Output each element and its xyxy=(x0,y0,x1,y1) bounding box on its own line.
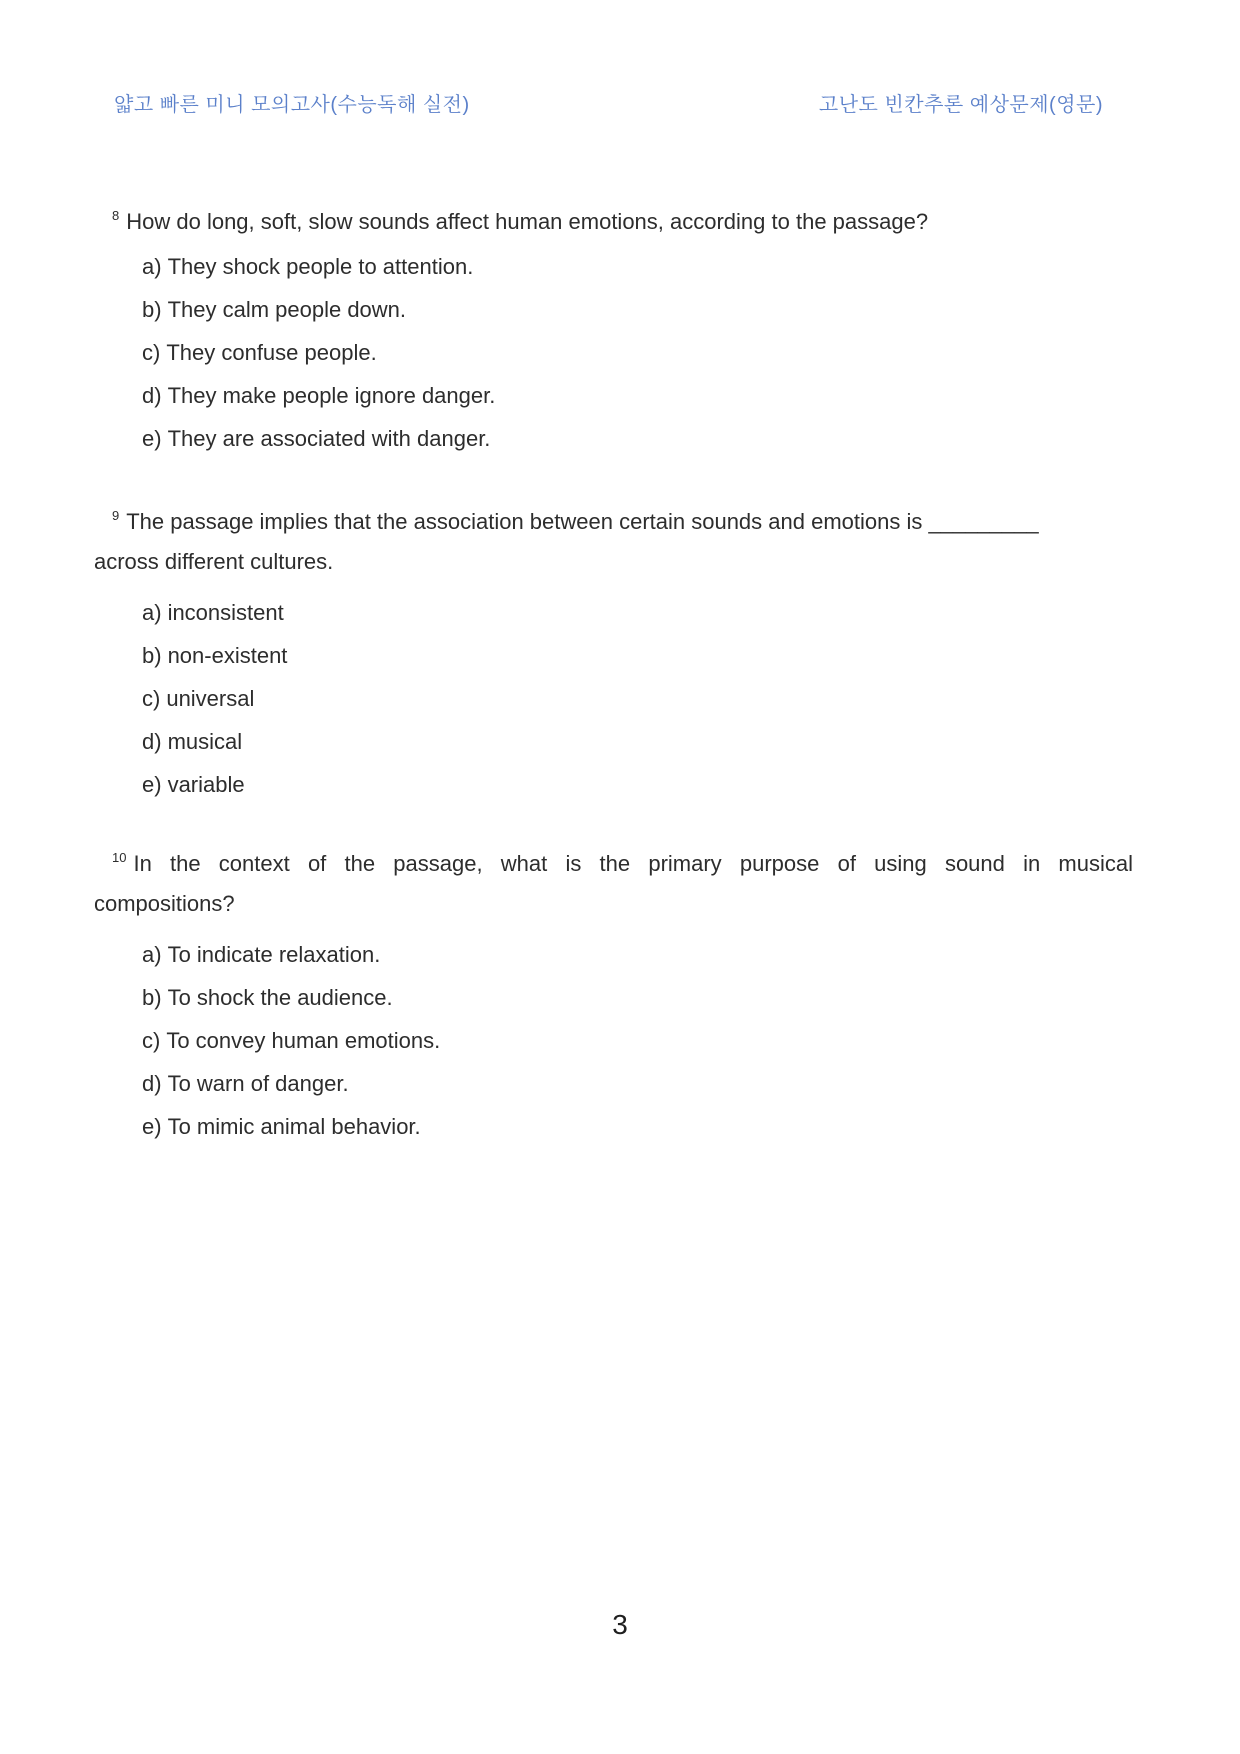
option-label: a) xyxy=(142,600,162,625)
question-9-option-a xyxy=(94,591,1133,634)
option-text: They make people ignore danger. xyxy=(167,383,496,408)
question-text: compositions? xyxy=(94,891,235,916)
option-label: e) xyxy=(142,426,162,451)
question-10-number: 10 xyxy=(112,850,127,865)
question-9-option-b xyxy=(94,634,1133,677)
question-8-option-d xyxy=(94,374,1133,417)
question-8-option-b xyxy=(94,288,1133,331)
question-9-option-c xyxy=(94,677,1133,720)
question-9-text-line-2 xyxy=(94,542,1133,582)
option-label: b) xyxy=(142,985,162,1010)
option-label: c) xyxy=(142,1028,161,1053)
option-text: inconsistent xyxy=(167,600,284,625)
option-text: To shock the audience. xyxy=(167,985,393,1010)
option-text: variable xyxy=(167,772,245,797)
page-number: 3 xyxy=(612,1609,628,1640)
question-8-options xyxy=(94,245,1133,460)
question-8-option-e xyxy=(94,417,1133,460)
question-10-option-e xyxy=(94,1105,1133,1148)
question-10-option-c xyxy=(94,1019,1133,1062)
option-label: a) xyxy=(142,254,162,279)
questions-area xyxy=(94,0,1133,1148)
option-label: d) xyxy=(142,729,162,754)
option-text: They confuse people. xyxy=(166,340,377,365)
question-10-options xyxy=(94,933,1133,1148)
question-9-option-e xyxy=(94,763,1133,806)
question-9-options xyxy=(94,591,1133,806)
question-8-option-c xyxy=(94,331,1133,374)
question-9-option-d xyxy=(94,720,1133,763)
question-9 xyxy=(94,496,1133,806)
option-text: To warn of danger. xyxy=(167,1071,349,1096)
option-text: To mimic animal behavior. xyxy=(167,1114,421,1139)
option-label: d) xyxy=(142,1071,162,1096)
question-9-text-line-1 xyxy=(94,496,1133,542)
option-text: To indicate relaxation. xyxy=(167,942,381,967)
option-text: They shock people to attention. xyxy=(167,254,474,279)
question-10-text-line-2 xyxy=(94,884,1133,924)
question-10-text-line-1 xyxy=(94,838,1133,884)
question-10-option-b xyxy=(94,976,1133,1019)
question-8-option-a xyxy=(94,245,1133,288)
option-text: To convey human emotions. xyxy=(166,1028,441,1053)
question-text: In the context of the passage, what is the primary purpose of using sound in musical xyxy=(133,851,1133,876)
option-text: They calm people down. xyxy=(167,297,407,322)
question-10 xyxy=(94,838,1133,1148)
question-text: The passage implies that the association between certain sounds and emotions is _________ xyxy=(126,509,1039,534)
header-right-title: 고난도 빈칸추론 예상문제(영문) xyxy=(818,94,1103,116)
option-label: c) xyxy=(142,340,161,365)
question-9-number: 9 xyxy=(112,508,120,523)
option-label: c) xyxy=(142,686,161,711)
option-text: musical xyxy=(167,729,243,754)
option-label: b) xyxy=(142,297,162,322)
option-text: non-existent xyxy=(167,643,288,668)
question-8 xyxy=(94,196,1133,460)
header-left-title: 얇고 빠른 미니 모의고사(수능독해 실전) xyxy=(114,94,470,116)
option-label: d) xyxy=(142,383,162,408)
question-8-text xyxy=(94,196,1133,242)
question-8-number: 8 xyxy=(112,208,120,223)
question-10-option-a xyxy=(94,933,1133,976)
question-10-option-d xyxy=(94,1062,1133,1105)
option-label: a) xyxy=(142,942,162,967)
option-text: universal xyxy=(166,686,255,711)
option-label: b) xyxy=(142,643,162,668)
option-label: e) xyxy=(142,772,162,797)
question-text: How do long, soft, slow sounds affect human emotions, according to the passage? xyxy=(126,209,929,234)
option-label: e) xyxy=(142,1114,162,1139)
question-text: across different cultures. xyxy=(94,549,334,574)
option-text: They are associated with danger. xyxy=(167,426,491,451)
